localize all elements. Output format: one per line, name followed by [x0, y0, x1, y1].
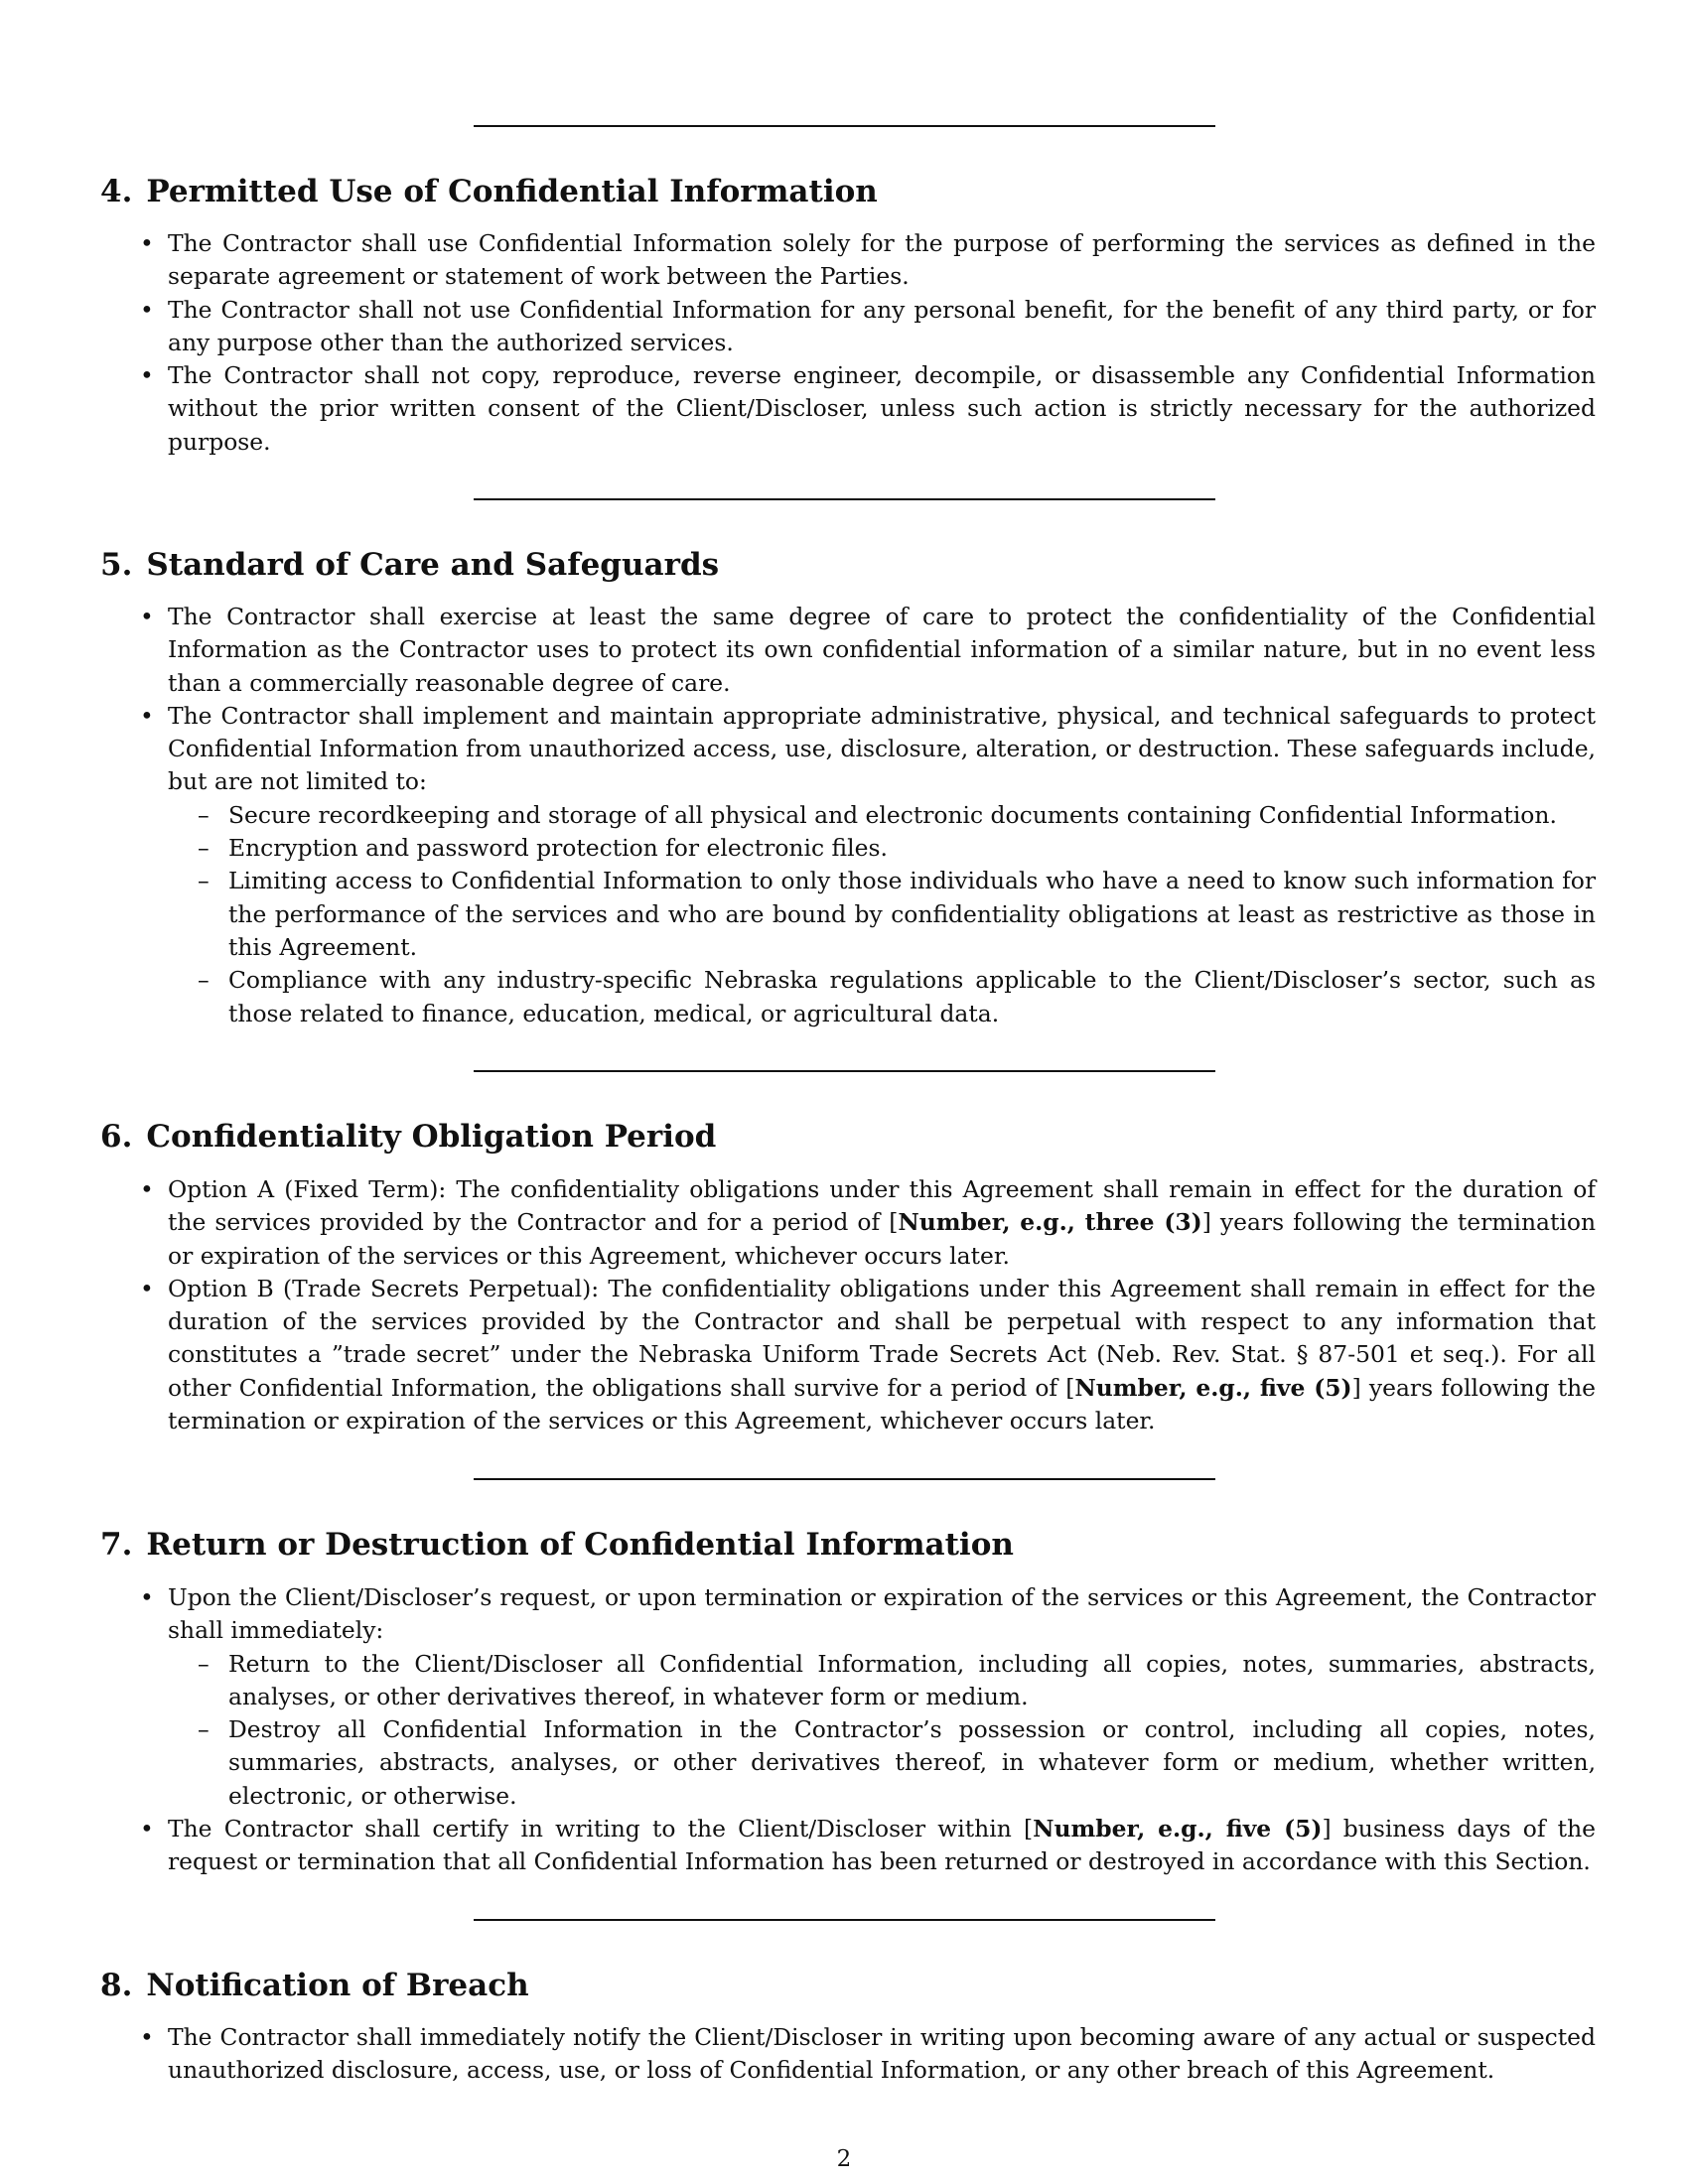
placeholder-term: Number, e.g., five (5) [1033, 1815, 1323, 1843]
section-divider [474, 1070, 1215, 1072]
sub-list-item: – Limiting access to Confidential Information to only those individuals who have a need to know such information for the performance of the services and who are bound by confidentiality obligations at least as restrictive as those in this Agreement. [168, 865, 1596, 964]
text-run: The Contractor shall certify in writing to the Client/Discloser within [ [168, 1815, 1034, 1843]
list-item-option-a [100, 1173, 1596, 1273]
section-divider [474, 498, 1215, 500]
safeguards-sublist [168, 799, 1596, 1030]
text-run: ] years following the termination or expiration of the services or this Agreement, whichever occurs later. [168, 1373, 1597, 1435]
section-number: 6. [100, 1119, 133, 1155]
section-title: Confidentiality Obligation Period [146, 1119, 717, 1155]
list-item: • The Contractor shall exercise at least the same degree of care to protect the confidentiality of the Confidential Information as the Contractor uses to protect its own confidential information of a similar nature, but in no event less than a commercially reasonable degree of care. [100, 601, 1596, 700]
list-item-text: Upon the Client/Discloser’s request, or upon termination or expiration of the services or this Agreement, the Contractor shall immediately: [168, 1583, 1596, 1645]
list-item-text: The Contractor shall implement and maintain appropriate administrative, physical, and technical safeguards to protect Confidential Information from unauthorized access, use, disclosure, alteration, or destruction. These safeguards include, but are not limited to: [168, 701, 1596, 796]
return-destroy-sublist [168, 1648, 1596, 1813]
section-number: 4. [100, 174, 133, 209]
section-4-heading [100, 172, 878, 211]
section-number: 5. [100, 547, 133, 583]
list-item: • The Contractor shall use Confidential Information solely for the purpose of performing the services as defined in the separate agreement or statement of work between the Parties. [100, 227, 1596, 294]
section-6-list [100, 1173, 1596, 1437]
section-title: Standard of Care and Safeguards [146, 547, 720, 583]
placeholder-term: Number, e.g., three (3) [898, 1208, 1202, 1237]
section-5-heading [100, 545, 719, 585]
list-item: • The Contractor shall not copy, reproduce, reverse engineer, decompile, or disassemble any Confidential Information without the prior written consent of the Client/Discloser, unless such action is strictly necessary for the authorized purpose. [100, 359, 1596, 459]
placeholder-term: Number, e.g., five (5) [1074, 1373, 1352, 1402]
section-number: 8. [100, 1968, 133, 2003]
page-number: 2 [836, 2146, 852, 2172]
section-6-heading [100, 1117, 716, 1157]
list-item-option-b [100, 1273, 1596, 1437]
text-run: ] years following the termination or expiration of the services or this Agreement, whichever occurs later. [168, 1208, 1597, 1270]
sub-list-item: – Destroy all Confidential Information in the Contractor’s possession or control, including all copies, notes, summaries, abstracts, analyses, or other derivatives thereof, in whatever form or medium, whether written, electronic, or otherwise. [168, 1713, 1596, 1813]
section-title: Notification of Breach [146, 1968, 529, 2003]
list-item [100, 700, 1596, 1030]
sub-list-item: – Encryption and password protection for electronic files. [168, 832, 1596, 865]
list-item-certify [100, 1813, 1596, 1879]
list-item [100, 1581, 1596, 1813]
section-7-list [100, 1581, 1596, 1879]
text-run: ] business days of the request or termination that all Confidential Information has been returned or destroyed in accordance with this Section. [168, 1815, 1596, 1876]
section-divider [474, 125, 1215, 127]
section-7-heading [100, 1525, 1014, 1565]
section-8-list [100, 2021, 1596, 2088]
text-run: Option A (Fixed Term): The confidentiality obligations under this Agreement shall remain in effect for the duration of the services provided by the Contractor and for a period of [ [168, 1175, 1596, 1237]
section-divider [474, 1919, 1215, 1921]
section-4-list [100, 227, 1596, 459]
section-number: 7. [100, 1527, 133, 1563]
section-divider [474, 1478, 1215, 1480]
sub-list-item: – Compliance with any industry-specific Nebraska regulations applicable to the Client/Discloser’s sector, such as those related to finance, education, medical, or agricultural data. [168, 964, 1596, 1030]
list-item: • The Contractor shall immediately notify the Client/Discloser in writing upon becoming aware of any actual or suspected unauthorized disclosure, access, use, or loss of Confidential Information, or any other breach of this Agreement. [100, 2021, 1596, 2088]
section-8-heading [100, 1966, 529, 2005]
text-run: Option B (Trade Secrets Perpetual): The confidentiality obligations under this Agreement shall remain in effect for the duration of the services provided by the Contractor and shall be perpetual with respect to any information that constitutes a ”trade secret” under the Nebraska Uniform Trade Secrets Act (Neb. Rev. Stat. § 87-501 et seq.). For all other Confidential Information, the obligations shall survive for a period of [ [168, 1274, 1596, 1402]
section-5-list [100, 601, 1596, 1030]
sub-list-item: – Secure recordkeeping and storage of all physical and electronic documents containing Confidential Information. [168, 799, 1596, 832]
section-title: Return or Destruction of Confidential Information [146, 1527, 1014, 1563]
sub-list-item: – Return to the Client/Discloser all Confidential Information, including all copies, notes, summaries, abstracts, analyses, or other derivatives thereof, in whatever form or medium. [168, 1648, 1596, 1714]
list-item: • The Contractor shall not use Confidential Information for any personal benefit, for the benefit of any third party, or for any purpose other than the authorized services. [100, 294, 1596, 360]
section-title: Permitted Use of Confidential Information [146, 174, 878, 209]
